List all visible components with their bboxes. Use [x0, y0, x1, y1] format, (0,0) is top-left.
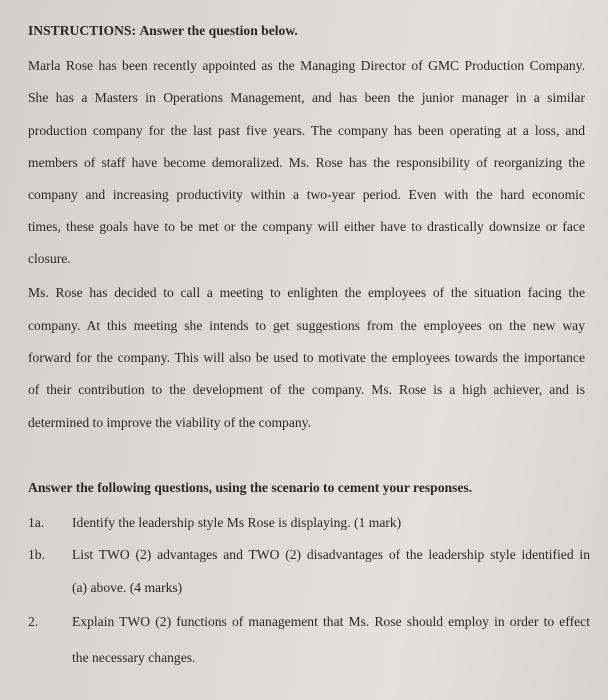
- question-text: Identify the leadership style Ms Rose is displaying. (1 mark): [72, 515, 402, 530]
- question-text: Explain TWO (2) functions of management that Ms. Rose should employ in order to effect: [72, 614, 590, 629]
- text-line: Marla Rose has been recently appointed as the Managing Director of GMC Production Company.: [28, 58, 585, 73]
- text-line: forward for the company. This will also be used to motivate the employees towards the importance: [28, 350, 585, 365]
- question-number: 2.: [28, 614, 39, 629]
- text-line: times, these goals have to be met or the company will either have to drastically downsize or face: [28, 219, 585, 234]
- instructions-label: INSTRUCTIONS:: [28, 23, 137, 38]
- instructions-text: Answer the question below.: [139, 23, 298, 38]
- text-line: company. At this meeting she intends to get suggestions from the employees on the new way: [28, 318, 585, 333]
- questions-heading: Answer the following questions, using the scenario to cement your responses.: [28, 480, 473, 495]
- text-line: closure.: [28, 251, 71, 266]
- instructions-line: [28, 23, 585, 39]
- question-text: (a) above. (4 marks): [72, 580, 183, 595]
- text-line: She has a Masters in Operations Management, and has been the junior manager in a similar: [28, 90, 585, 105]
- question-text: List TWO (2) advantages and TWO (2) disadvantages of the leadership style identified in: [72, 547, 590, 562]
- text-line: members of staff have become demoralized. Ms. Rose has the responsibility of reorganizing the: [28, 155, 585, 170]
- text-line: of their contribution to the development of the company. Ms. Rose is a high achiever, and is: [28, 382, 585, 397]
- text-line: Ms. Rose has decided to call a meeting to enlighten the employees of the situation facing the: [28, 285, 585, 300]
- text-line: production company for the last past five years. The company has been operating at a loss, and: [28, 123, 585, 138]
- text-line: company and increasing productivity within a two-year period. Even with the hard economic: [28, 187, 585, 202]
- question-number: 1b.: [28, 547, 45, 562]
- text-line: determined to improve the viability of the company.: [28, 415, 311, 430]
- question-text: the necessary changes.: [72, 650, 196, 665]
- question-number: 1a.: [28, 515, 45, 530]
